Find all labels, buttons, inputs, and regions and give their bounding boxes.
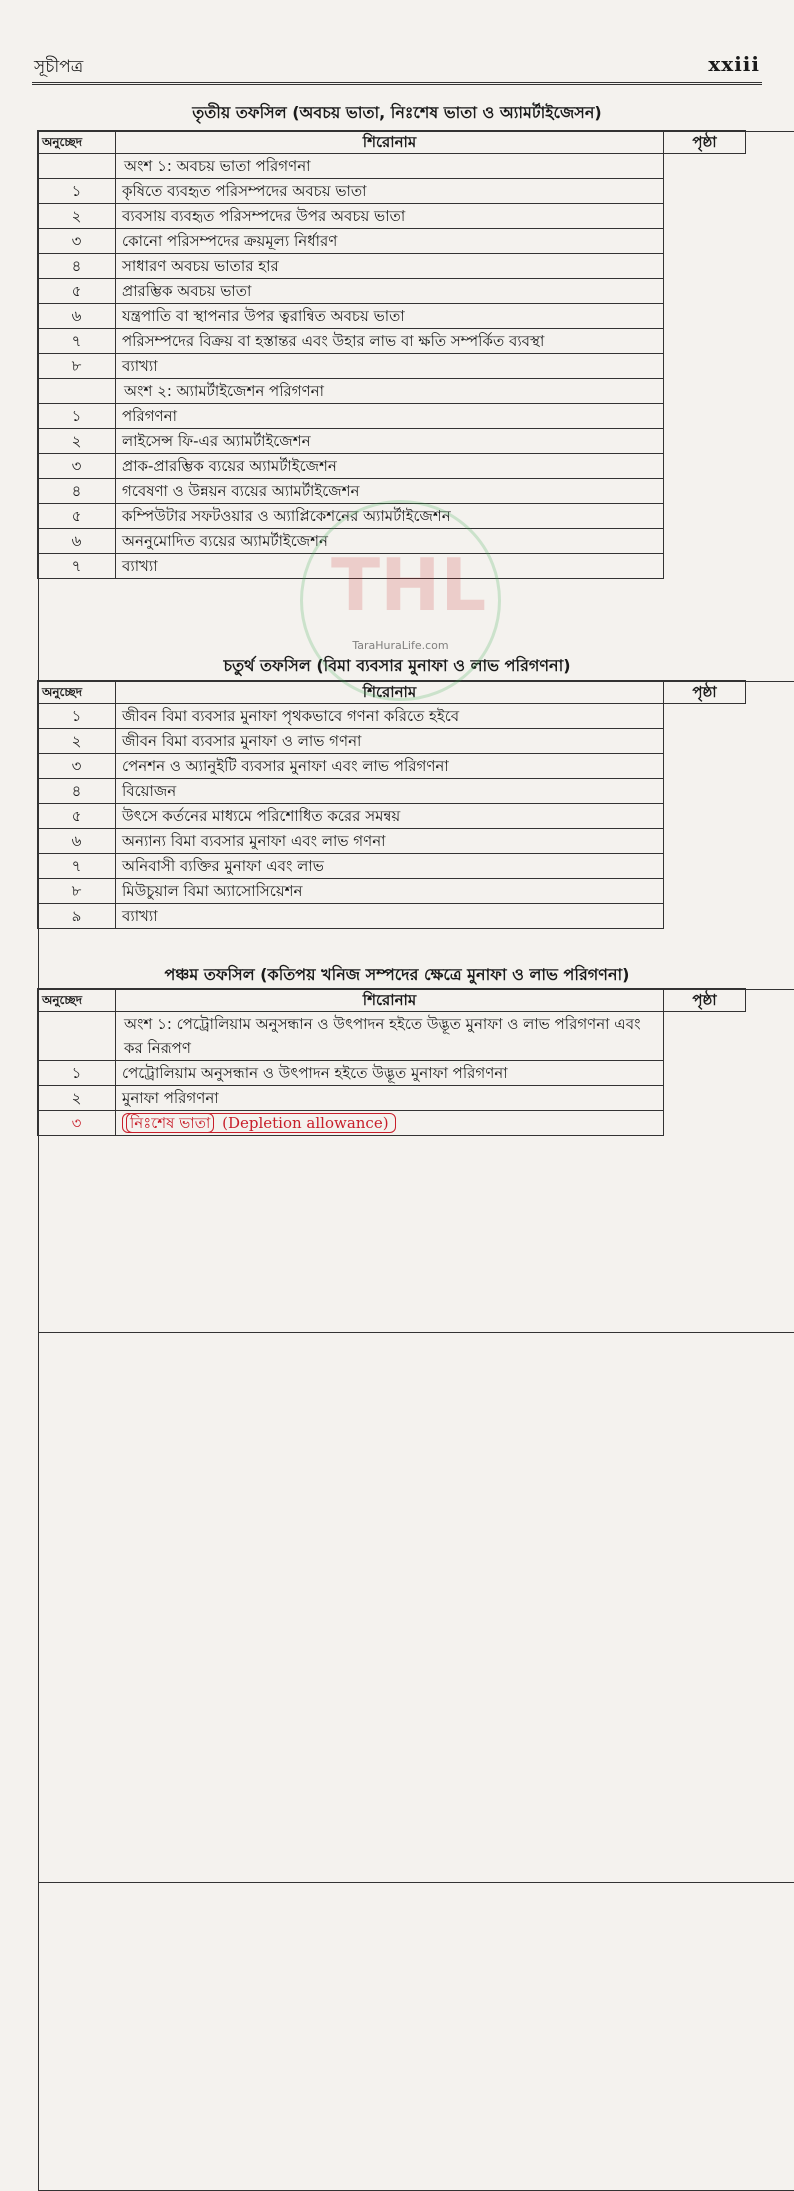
watermark-site-text: TaraHuraLife.com xyxy=(303,639,498,652)
section-title: উৎসে কর্তনের মাধ্যমে পরিশোধিত করের সমন্বয় xyxy=(116,804,664,829)
section-number: ২ xyxy=(38,429,116,454)
section-title: পরিগণনা xyxy=(116,404,664,429)
section-title: পরিসম্পদের বিক্রয় বা হস্তান্তর এবং উহার লাভ বা ক্ষতি সম্পর্কিত ব্যবস্থা xyxy=(116,329,664,354)
section-title: প্রাক-প্রারম্ভিক ব্যয়ের অ্যামর্টাইজেশন xyxy=(116,454,664,479)
section-title: যন্ত্রপাতি বা স্থাপনার উপর ত্বরান্বিত অবচয় ভাতা xyxy=(116,304,664,329)
section-title: ব্যাখ্যা xyxy=(116,354,664,379)
section-number: ৮ xyxy=(38,354,116,379)
section-title: অংশ ১: অবচয় ভাতা পরিগণনা xyxy=(116,154,664,179)
section-title: সাধারণ অবচয় ভাতার হার xyxy=(116,254,664,279)
section-number: ৩ xyxy=(38,1111,116,1136)
section-number: ৫ xyxy=(38,279,116,304)
section-number: ৫ xyxy=(38,504,116,529)
section-title-english: (Depletion allowance) xyxy=(219,1114,391,1132)
section-title: ব্যবসায় ব্যবহৃত পরিসম্পদের উপর অবচয় ভাতা xyxy=(116,204,664,229)
section-number: ১ xyxy=(38,404,116,429)
column-header-number: অনুচ্ছেদ xyxy=(38,681,116,704)
table-row xyxy=(38,904,746,929)
section-number: ৭ xyxy=(38,329,116,354)
section-number: ৫ xyxy=(38,804,116,829)
header-page-number: xxiii xyxy=(708,52,760,76)
section-number: ৬ xyxy=(38,304,116,329)
section-number: ৩ xyxy=(38,229,116,254)
section-number: ১ xyxy=(38,179,116,204)
section-title: ব্যাখ্যা xyxy=(116,554,664,579)
section-number: ৯ xyxy=(38,904,116,929)
schedule-title: তৃতীয় তফসিল (অবচয় ভাতা, নিঃশেষ ভাতা ও অ্যামর্টাইজেসন) xyxy=(32,100,762,127)
section-title: জীবন বিমা ব্যবসার মুনাফা ও লাভ গণনা xyxy=(116,729,664,754)
column-header-page: পৃষ্ঠা xyxy=(664,131,746,154)
section-title: কম্পিউটার সফটওয়ার ও অ্যাপ্লিকেশনের অ্যামর্টাইজেশন xyxy=(116,504,664,529)
table-row xyxy=(38,554,746,579)
section-title: অনিবাসী ব্যক্তির মুনাফা এবং লাভ xyxy=(116,854,664,879)
section-title: প্রারম্ভিক অবচয় ভাতা xyxy=(116,279,664,304)
section-number: ১ xyxy=(38,704,116,729)
section-title: অন্যান্য বিমা ব্যবসার মুনাফা এবং লাভ গণনা xyxy=(116,829,664,854)
section-number: ৪ xyxy=(38,479,116,504)
section-number: ৪ xyxy=(38,779,116,804)
table-body xyxy=(38,704,746,929)
watermark-mark: THL xyxy=(331,543,486,627)
schedule-title: চতুর্থ তফসিল (বিমা ব্যবসার মুনাফা ও লাভ পরিগণনা) xyxy=(32,653,762,680)
section-title: কোনো পরিসম্পদের ক্রয়মূল্য নির্ধারণ xyxy=(116,229,664,254)
section-title: ব্যাখ্যা xyxy=(116,904,664,929)
section-title: অংশ ২: অ্যামর্টাইজেশন পরিগণনা xyxy=(116,379,664,404)
toc-table xyxy=(37,680,746,929)
section-title: অংশ ১: পেট্রোলিয়াম অনুসন্ধান ও উৎপাদন হইতে উদ্ভূত মুনাফা ও লাভ পরিগণনা এবং কর নিরূপণ xyxy=(116,1012,664,1061)
column-header-title: শিরোনাম xyxy=(116,989,664,1012)
section-title: লাইসেন্স ফি-এর অ্যামর্টাইজেশন xyxy=(116,429,664,454)
section-number: ২ xyxy=(38,1086,116,1111)
section-number: ১ xyxy=(38,1061,116,1086)
section-number: ৭ xyxy=(38,854,116,879)
section-number: ৬ xyxy=(38,829,116,854)
section-title: পেনশন ও অ্যানুইটি ব্যবসার মুনাফা এবং লাভ পরিগণনা xyxy=(116,754,664,779)
column-header-page: পৃষ্ঠা xyxy=(664,989,746,1012)
running-header xyxy=(32,52,762,85)
section-number: ৮ xyxy=(38,879,116,904)
page-number xyxy=(38,989,794,2191)
column-header-title: শিরোনাম xyxy=(116,681,664,704)
table-body xyxy=(38,1012,746,1136)
section-title: অননুমোদিত ব্যয়ের অ্যামর্টাইজেশন xyxy=(116,529,664,554)
toc-table xyxy=(37,988,746,1136)
section-title-bangla: নিঃশেষ ভাতা xyxy=(126,1113,214,1133)
section-number: ৩ xyxy=(38,754,116,779)
table-row xyxy=(38,1111,746,1136)
section-number: ২ xyxy=(38,729,116,754)
section-title: জীবন বিমা ব্যবসার মুনাফা পৃথকভাবে গণনা করিতে হইবে xyxy=(116,704,664,729)
section-title: মিউচুয়াল বিমা অ্যাসোসিয়েশন xyxy=(116,879,664,904)
section-number: ৪ xyxy=(38,254,116,279)
section-title: বিয়োজন xyxy=(116,779,664,804)
toc-table xyxy=(37,130,746,579)
header-section-title: সূচীপত্র xyxy=(34,54,83,82)
column-header-number: অনুচ্ছেদ xyxy=(38,131,116,154)
section-title: পেট্রোলিয়াম অনুসন্ধান ও উৎপাদন হইতে উদ্ভূত মুনাফা পরিগণনা xyxy=(116,1061,664,1086)
section-number: ৩ xyxy=(38,454,116,479)
column-header-title: শিরোনাম xyxy=(116,131,664,154)
section-title: কৃষিতে ব্যবহৃত পরিসম্পদের অবচয় ভাতা xyxy=(116,179,664,204)
section-title: মুনাফা পরিগণনা xyxy=(116,1086,664,1111)
section-number: ৬ xyxy=(38,529,116,554)
section-title: গবেষণা ও উন্নয়ন ব্যয়ের অ্যামর্টাইজেশন xyxy=(116,479,664,504)
table-body xyxy=(38,154,746,579)
column-header-page: পৃষ্ঠা xyxy=(664,681,746,704)
schedule-title: পঞ্চম তফসিল (কতিপয় খনিজ সম্পদের ক্ষেত্রে মুনাফা ও লাভ পরিগণনা) xyxy=(32,962,762,989)
column-header-number: অনুচ্ছেদ xyxy=(38,989,116,1012)
section-number: ৭ xyxy=(38,554,116,579)
section-number: ২ xyxy=(38,204,116,229)
